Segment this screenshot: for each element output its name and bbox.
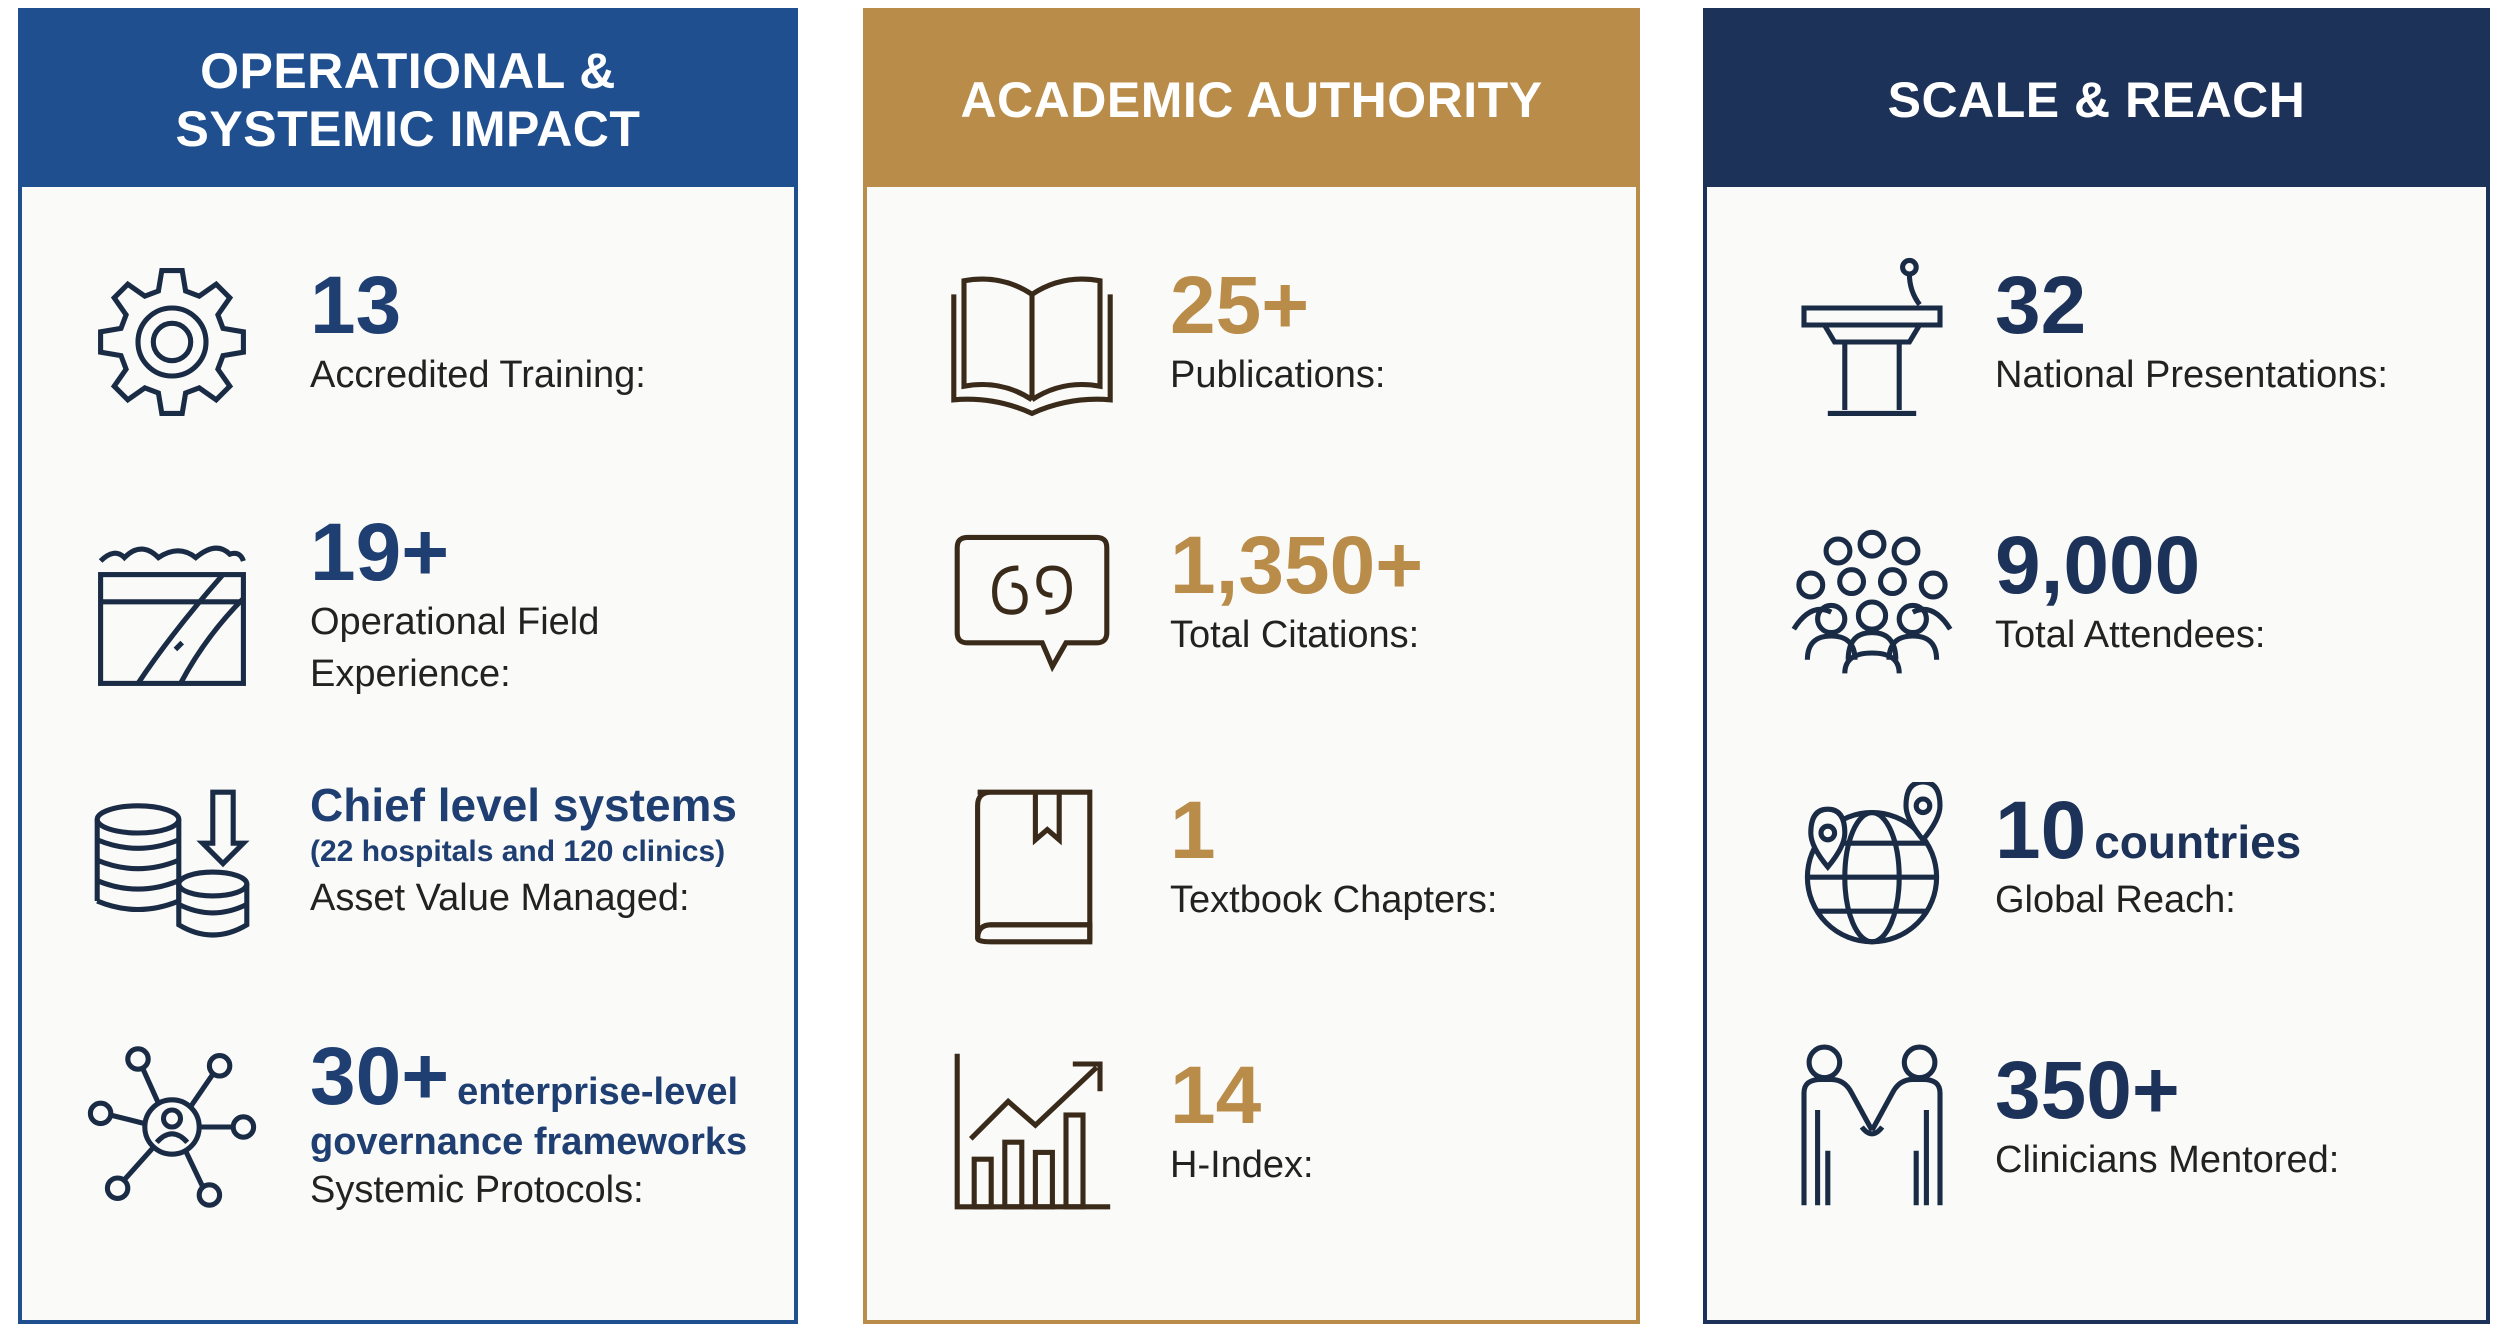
panel-header: OPERATIONAL & SYSTEMIC IMPACT	[22, 12, 794, 187]
panel-academic-authority	[863, 8, 1640, 1324]
network-person-icon	[87, 1042, 257, 1212]
closed-book-icon	[947, 782, 1117, 952]
globe-pins-icon	[1787, 782, 1957, 952]
stat-label: Total Attendees:	[1995, 614, 2266, 656]
stat-value: 30+	[310, 1031, 450, 1122]
crowd-icon	[1787, 517, 1957, 687]
stat-value: 1,350+	[1170, 520, 1424, 611]
stat-label: Accredited Training:	[310, 354, 646, 396]
stat-value: 9,000	[1995, 520, 2201, 611]
stat-label: Textbook Chapters:	[1170, 879, 1498, 921]
panel-scale-reach	[1703, 8, 2490, 1324]
podium-icon	[1787, 257, 1957, 427]
stat-label: Publications:	[1170, 354, 1386, 396]
panel-header: ACADEMIC AUTHORITY	[867, 12, 1636, 187]
stat-value: 14	[1170, 1050, 1262, 1141]
stat-label: Experience:	[310, 653, 511, 695]
stat-value: 13	[310, 260, 402, 351]
coins-download-icon	[87, 782, 257, 952]
stat-label: Asset Value Managed:	[310, 877, 690, 919]
stat-value: 19+	[310, 507, 450, 598]
stat-label: H-Index:	[1170, 1144, 1314, 1186]
stat-label: Total Citations:	[1170, 614, 1420, 656]
stat-detail: governance frameworks	[310, 1121, 748, 1163]
stat-label: Clinicians Mentored:	[1995, 1139, 2340, 1181]
stat-label: Systemic Protocols:	[310, 1169, 644, 1211]
stat-label: National Presentations:	[1995, 354, 2388, 396]
panel-header: SCALE & REACH	[1707, 12, 2486, 187]
stat-value: 350+	[1995, 1045, 2180, 1136]
stat-value: 10	[1995, 785, 2087, 876]
stat-value-suffix: enterprise-level	[457, 1071, 739, 1113]
handshake-icon	[1787, 1042, 1957, 1212]
stat-value: 1	[1170, 785, 1216, 876]
stat-value: 32	[1995, 260, 2087, 351]
stat-value-suffix: countries	[2094, 816, 2302, 868]
stat-detail: (22 hospitals and 120 clinics)	[310, 835, 726, 868]
panel-operational-impact	[18, 8, 798, 1324]
stat-headline: Chief level systems	[310, 779, 738, 831]
stat-label: Operational Field	[310, 601, 600, 643]
gear-icon	[87, 257, 257, 427]
growth-chart-icon	[947, 1047, 1117, 1217]
stat-value: 25+	[1170, 260, 1310, 351]
quote-bubble-icon	[947, 517, 1117, 687]
stat-label: Global Reach:	[1995, 879, 2236, 921]
open-book-icon	[947, 257, 1117, 427]
field-road-icon	[87, 527, 257, 697]
